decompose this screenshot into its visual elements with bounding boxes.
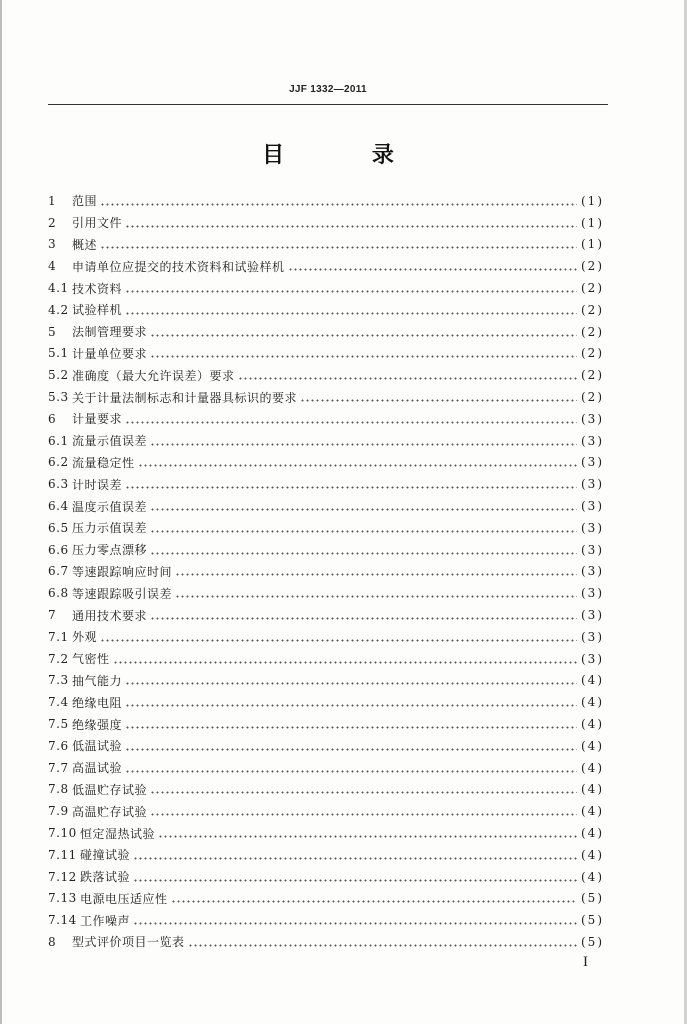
- page-edge-left: [0, 0, 2, 1024]
- toc-dot-leader: [150, 617, 577, 620]
- toc-entry-label: 恒定湿热试验: [80, 826, 156, 841]
- toc-entry-label: 跌落试验: [80, 870, 131, 885]
- toc-entry-label: 型式评价项目一览表: [72, 935, 185, 950]
- toc-entry-number: 6.2: [48, 455, 69, 470]
- toc-entry-label: 温度示值误差: [72, 499, 148, 514]
- toc-entry-number: 7.5: [48, 717, 69, 732]
- toc-dot-leader: [125, 225, 577, 228]
- toc-entry-number: 7: [48, 608, 57, 623]
- toc-entry-page: (3): [581, 564, 604, 579]
- toc-entry[interactable]: [48, 822, 604, 844]
- toc-dot-leader: [125, 704, 577, 707]
- toc-dot-leader: [150, 791, 577, 794]
- toc-entry-label: 关于计量法制标志和计量器具标识的要求: [72, 390, 298, 405]
- toc-entry-page: (4): [581, 738, 604, 753]
- toc-entry-page: (5): [581, 934, 604, 949]
- toc-dot-leader: [100, 246, 577, 249]
- toc-entry-page: (1): [581, 237, 604, 252]
- toc-entry-number: 7.2: [48, 651, 69, 666]
- toc-entry[interactable]: [48, 495, 604, 517]
- toc-entry[interactable]: [48, 255, 604, 277]
- toc-entry-page: (2): [581, 324, 604, 339]
- toc-entry-page: (2): [581, 281, 604, 296]
- toc-entry[interactable]: [48, 386, 604, 408]
- toc-entry[interactable]: [48, 648, 604, 670]
- toc-entry-label: 计时误差: [72, 477, 123, 492]
- toc-entry-number: 4.1: [48, 281, 69, 296]
- toc-entry-page: (1): [581, 193, 604, 208]
- toc-entry[interactable]: [48, 735, 604, 757]
- toc-dot-leader: [300, 399, 577, 402]
- toc-dot-leader: [125, 770, 577, 773]
- toc-entry[interactable]: [48, 779, 604, 801]
- table-of-contents: [48, 190, 604, 953]
- toc-entry-page: (5): [581, 913, 604, 928]
- toc-entry-number: 6.1: [48, 433, 69, 448]
- toc-entry-label: 申请单位应提交的技术资料和试验样机: [72, 259, 285, 274]
- toc-dot-leader: [171, 900, 577, 903]
- toc-entry-page: (2): [581, 346, 604, 361]
- toc-entry[interactable]: [48, 757, 604, 779]
- toc-entry-number: 6.5: [48, 520, 69, 535]
- document-code-header: JJF 1332—2011: [289, 84, 367, 95]
- toc-dot-leader: [150, 813, 577, 816]
- toc-entry-page: (3): [581, 411, 604, 426]
- toc-entry[interactable]: [48, 343, 604, 365]
- toc-entry-label: 电源电压适应性: [80, 891, 168, 906]
- toc-entry-page: (2): [581, 368, 604, 383]
- toc-dot-leader: [288, 268, 577, 271]
- toc-entry-label: 计量单位要求: [72, 346, 148, 361]
- toc-entry[interactable]: [48, 713, 604, 735]
- toc-entry[interactable]: [48, 931, 604, 953]
- toc-entry-number: 5.1: [48, 346, 69, 361]
- toc-entry-label: 准确度（最大允许误差）要求: [72, 368, 235, 383]
- toc-entry-label: 外观: [72, 630, 98, 645]
- toc-entry[interactable]: [48, 888, 604, 910]
- toc-entry[interactable]: [48, 452, 604, 474]
- toc-entry-label: 流量示值误差: [72, 434, 148, 449]
- toc-entry[interactable]: [48, 670, 604, 692]
- toc-entry-label: 等速跟踪吸引误差: [72, 586, 173, 601]
- toc-dot-leader: [100, 203, 577, 206]
- toc-entry-page: (4): [581, 869, 604, 884]
- toc-entry-page: (3): [581, 433, 604, 448]
- toc-entry-number: 4: [48, 259, 57, 274]
- toc-entry[interactable]: [48, 277, 604, 299]
- toc-dot-leader: [175, 595, 577, 598]
- toc-entry-number: 7.8: [48, 782, 69, 797]
- toc-dot-leader: [125, 682, 577, 685]
- page-title: 目 录: [262, 143, 434, 168]
- toc-entry-number: 1: [48, 193, 57, 208]
- toc-entry-page: (2): [581, 390, 604, 405]
- toc-entry-page: (3): [581, 608, 604, 623]
- toc-entry-number: 2: [48, 215, 57, 230]
- toc-dot-leader: [125, 486, 577, 489]
- toc-entry-number: 5.2: [48, 368, 69, 383]
- toc-entry-label: 流量稳定性: [72, 455, 135, 470]
- toc-entry-label: 通用技术要求: [72, 608, 148, 623]
- toc-entry-page: (4): [581, 847, 604, 862]
- toc-entry-label: 等速跟踪响应时间: [72, 564, 173, 579]
- toc-dot-leader: [150, 355, 577, 358]
- toc-entry-number: 7.4: [48, 695, 69, 710]
- toc-entry-page: (4): [581, 826, 604, 840]
- toc-entry-number: 7.6: [48, 738, 69, 753]
- toc-entry-number: 5: [48, 324, 57, 339]
- toc-entry[interactable]: [48, 517, 604, 539]
- toc-entry-page: (4): [581, 760, 604, 775]
- toc-entry-page: (3): [581, 499, 604, 514]
- toc-dot-leader: [125, 421, 577, 424]
- toc-entry-label: 压力零点漂移: [72, 543, 148, 558]
- page-number: I: [583, 954, 588, 970]
- toc-dot-leader: [150, 552, 577, 555]
- toc-entry[interactable]: [48, 321, 604, 343]
- toc-entry-label: 概述: [72, 237, 98, 252]
- toc-entry-label: 法制管理要求: [72, 325, 148, 340]
- toc-entry-page: (5): [581, 891, 604, 906]
- toc-entry[interactable]: [48, 190, 604, 212]
- toc-dot-leader: [238, 377, 577, 380]
- toc-entry-number: 4.2: [48, 302, 69, 317]
- toc-entry-label: 引用文件: [72, 216, 123, 231]
- toc-dot-leader: [133, 857, 577, 860]
- toc-entry-label: 低温试验: [72, 739, 123, 754]
- toc-entry-number: 6.6: [48, 542, 69, 557]
- toc-dot-leader: [150, 508, 577, 511]
- toc-dot-leader: [100, 639, 577, 642]
- toc-entry-label: 范围: [72, 194, 98, 209]
- toc-entry-number: 8: [48, 934, 57, 949]
- toc-entry-number: 6.8: [48, 586, 69, 601]
- toc-entry[interactable]: [48, 473, 604, 495]
- toc-dot-leader: [125, 748, 577, 751]
- toc-entry[interactable]: [48, 561, 604, 583]
- toc-entry-page: (4): [581, 782, 604, 797]
- toc-entry-number: 7.13: [48, 891, 77, 906]
- toc-dot-leader: [138, 464, 577, 467]
- toc-entry-page: (3): [581, 542, 604, 557]
- toc-entry-label: 绝缘电阻: [72, 695, 123, 710]
- toc-entry[interactable]: [48, 626, 604, 648]
- toc-dot-leader: [125, 312, 577, 315]
- toc-entry-page: (3): [581, 477, 604, 492]
- toc-entry-page: (3): [581, 651, 604, 666]
- toc-entry-label: 绝缘强度: [72, 717, 123, 732]
- toc-dot-leader: [150, 530, 577, 533]
- toc-entry-label: 气密性: [72, 652, 110, 667]
- header-rule: [48, 104, 608, 105]
- toc-entry[interactable]: [48, 234, 604, 256]
- toc-dot-leader: [188, 944, 577, 947]
- toc-entry-label: 计量要求: [72, 412, 123, 427]
- toc-entry-number: 6.4: [48, 499, 69, 514]
- toc-dot-leader: [133, 879, 577, 882]
- toc-entry-page: (2): [581, 259, 604, 274]
- toc-entry[interactable]: [48, 909, 604, 931]
- toc-entry-number: 5.3: [48, 390, 69, 405]
- toc-entry-label: 碰撞试验: [80, 848, 131, 863]
- toc-entry-page: (1): [581, 215, 604, 230]
- toc-entry[interactable]: [48, 844, 604, 866]
- toc-entry[interactable]: [48, 430, 604, 452]
- toc-entry-label: 高温试验: [72, 761, 123, 776]
- toc-entry[interactable]: [48, 299, 604, 321]
- toc-entry-number: 6.7: [48, 564, 69, 579]
- toc-entry-number: 7.7: [48, 760, 69, 775]
- toc-entry-page: (4): [581, 804, 604, 819]
- toc-entry[interactable]: [48, 212, 604, 234]
- toc-entry-label: 高温贮存试验: [72, 804, 148, 819]
- toc-entry-number: 7.1: [48, 629, 69, 644]
- toc-entry[interactable]: [48, 866, 604, 888]
- toc-entry-label: 压力示值误差: [72, 521, 148, 536]
- toc-entry-label: 试验样机: [72, 303, 123, 318]
- toc-entry-page: (3): [581, 629, 604, 644]
- toc-entry-label: 低温贮存试验: [72, 782, 148, 797]
- toc-entry-number: 7.11: [48, 847, 77, 862]
- toc-entry-page: (4): [581, 673, 604, 688]
- toc-entry-number: 7.3: [48, 673, 69, 688]
- toc-dot-leader: [125, 290, 577, 293]
- toc-dot-leader: [175, 573, 577, 576]
- toc-entry-page: (2): [581, 302, 604, 317]
- toc-dot-leader: [113, 661, 577, 664]
- toc-entry-label: 抽气能力: [72, 673, 123, 688]
- toc-entry-page: (3): [581, 455, 604, 470]
- toc-entry-page: (3): [581, 520, 604, 535]
- toc-dot-leader: [133, 922, 577, 925]
- toc-entry[interactable]: [48, 604, 604, 626]
- toc-dot-leader: [158, 835, 577, 838]
- toc-entry-label: 工作噪声: [80, 913, 131, 928]
- toc-entry[interactable]: [48, 408, 604, 430]
- toc-entry-page: (4): [581, 695, 604, 710]
- toc-entry-number: 7.9: [48, 804, 69, 819]
- toc-entry-page: (4): [581, 717, 604, 732]
- toc-entry-number: 6.3: [48, 477, 69, 492]
- toc-entry-label: 技术资料: [72, 281, 123, 296]
- toc-entry[interactable]: [48, 539, 604, 561]
- toc-entry[interactable]: [48, 364, 604, 386]
- toc-entry[interactable]: [48, 691, 604, 713]
- toc-entry-page: (3): [581, 586, 604, 601]
- toc-entry[interactable]: [48, 582, 604, 604]
- toc-entry-number: 7.10: [48, 826, 77, 840]
- toc-entry-number: 7.14: [48, 913, 77, 928]
- toc-entry[interactable]: [48, 800, 604, 822]
- toc-entry-number: 6: [48, 411, 57, 426]
- toc-dot-leader: [125, 726, 577, 729]
- toc-entry-number: 3: [48, 237, 57, 252]
- toc-entry-number: 7.12: [48, 869, 77, 884]
- toc-dot-leader: [150, 443, 577, 446]
- toc-dot-leader: [150, 334, 577, 337]
